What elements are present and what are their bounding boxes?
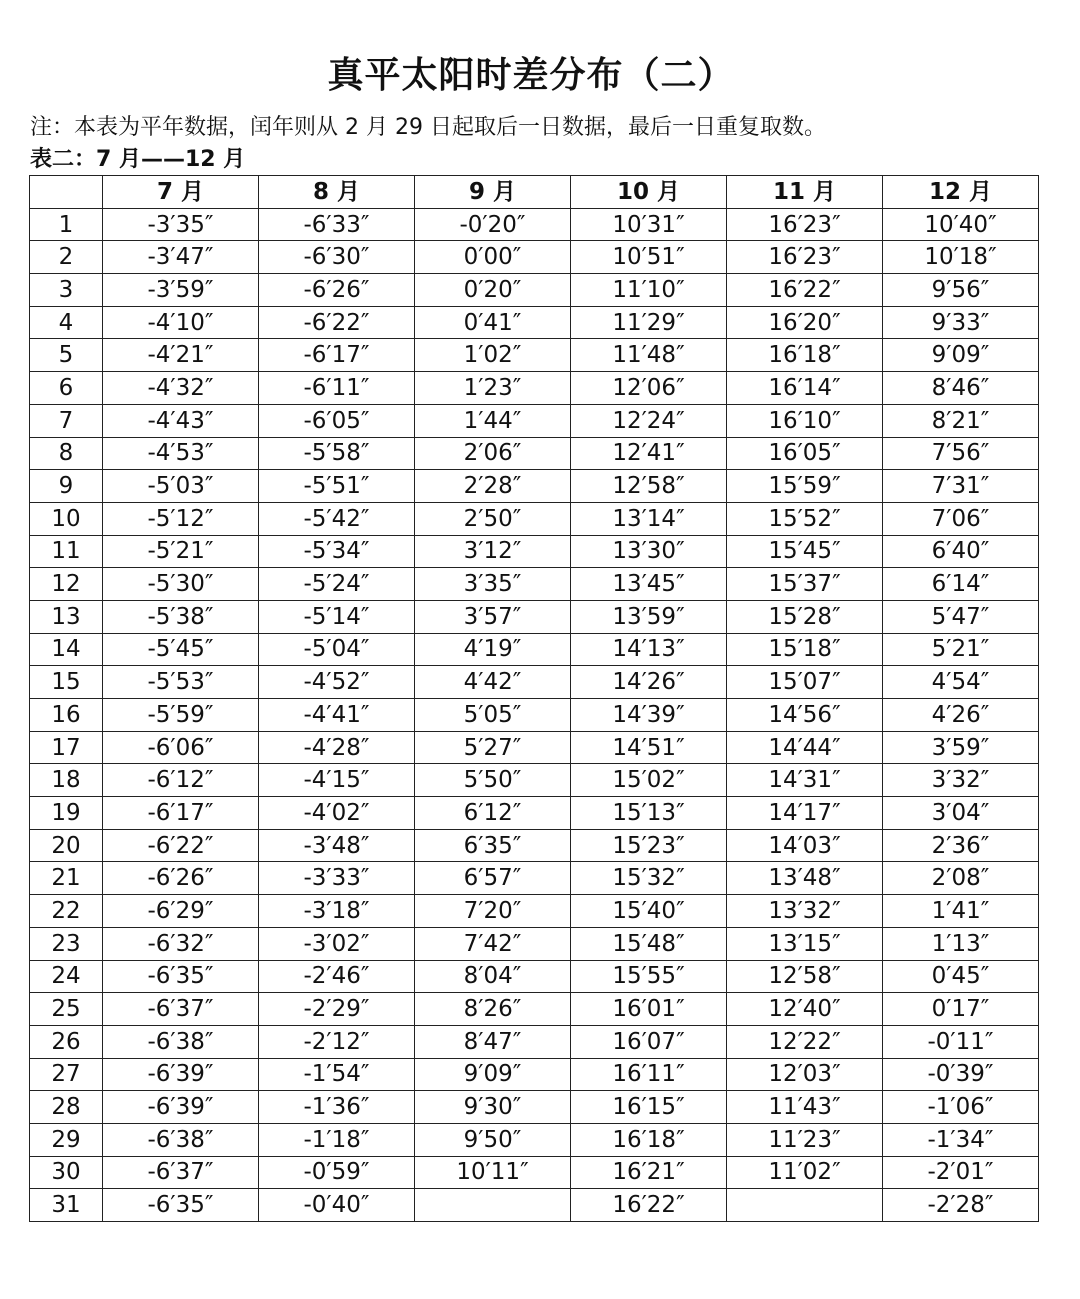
day-cell: 27 bbox=[30, 1058, 103, 1091]
value-cell: 8′26″ bbox=[415, 993, 571, 1026]
header-cell-month: 7 月 bbox=[103, 176, 259, 209]
value-cell: 14′44″ bbox=[727, 731, 883, 764]
value-cell: 12′24″ bbox=[571, 404, 727, 437]
table-caption: 表二：7 月——12 月 bbox=[30, 147, 246, 172]
value-cell: -1′36″ bbox=[259, 1091, 415, 1124]
value-cell: 16′07″ bbox=[571, 1025, 727, 1058]
value-cell: 13′15″ bbox=[727, 927, 883, 960]
value-cell: 5′27″ bbox=[415, 731, 571, 764]
value-cell: 0′20″ bbox=[415, 274, 571, 307]
table-row bbox=[30, 470, 1039, 503]
value-cell: -6′05″ bbox=[259, 404, 415, 437]
header-row bbox=[30, 176, 1039, 209]
value-cell: -6′30″ bbox=[259, 241, 415, 274]
table-row bbox=[30, 960, 1039, 993]
value-cell: 0′00″ bbox=[415, 241, 571, 274]
value-cell: 15′48″ bbox=[571, 927, 727, 960]
value-cell: -2′29″ bbox=[259, 993, 415, 1026]
day-cell: 29 bbox=[30, 1123, 103, 1156]
value-cell: 11′23″ bbox=[727, 1123, 883, 1156]
value-cell: -6′37″ bbox=[103, 993, 259, 1026]
value-cell: 16′21″ bbox=[571, 1156, 727, 1189]
value-cell: 10′18″ bbox=[883, 241, 1039, 274]
day-cell: 11 bbox=[30, 535, 103, 568]
value-cell: -0′59″ bbox=[259, 1156, 415, 1189]
day-cell: 1 bbox=[30, 208, 103, 241]
day-cell: 25 bbox=[30, 993, 103, 1026]
day-cell: 14 bbox=[30, 633, 103, 666]
value-cell: 16′15″ bbox=[571, 1091, 727, 1124]
value-cell: 14′17″ bbox=[727, 797, 883, 830]
value-cell: 14′51″ bbox=[571, 731, 727, 764]
value-cell bbox=[415, 1189, 571, 1222]
value-cell: 1′23″ bbox=[415, 372, 571, 405]
value-cell: 4′26″ bbox=[883, 699, 1039, 732]
value-cell bbox=[727, 1189, 883, 1222]
table-row bbox=[30, 895, 1039, 928]
table-row bbox=[30, 404, 1039, 437]
page-title: 真平太阳时差分布（二） bbox=[327, 55, 735, 96]
day-cell: 13 bbox=[30, 600, 103, 633]
value-cell: 8′46″ bbox=[883, 372, 1039, 405]
value-cell: 7′31″ bbox=[883, 470, 1039, 503]
value-cell: 10′11″ bbox=[415, 1156, 571, 1189]
table-row bbox=[30, 829, 1039, 862]
value-cell: -5′42″ bbox=[259, 502, 415, 535]
value-cell: -6′39″ bbox=[103, 1091, 259, 1124]
table-row bbox=[30, 437, 1039, 470]
day-cell: 21 bbox=[30, 862, 103, 895]
value-cell: 16′23″ bbox=[727, 241, 883, 274]
header-cell-day bbox=[30, 176, 103, 209]
value-cell: -6′33″ bbox=[259, 208, 415, 241]
value-cell: -6′26″ bbox=[259, 274, 415, 307]
value-cell: -5′34″ bbox=[259, 535, 415, 568]
value-cell: 2′50″ bbox=[415, 502, 571, 535]
header-cell-month: 10 月 bbox=[571, 176, 727, 209]
value-cell: 12′03″ bbox=[727, 1058, 883, 1091]
day-cell: 23 bbox=[30, 927, 103, 960]
day-cell: 6 bbox=[30, 372, 103, 405]
value-cell: -6′38″ bbox=[103, 1025, 259, 1058]
value-cell: 15′55″ bbox=[571, 960, 727, 993]
table-row bbox=[30, 208, 1039, 241]
value-cell: -6′35″ bbox=[103, 1189, 259, 1222]
value-cell: 11′48″ bbox=[571, 339, 727, 372]
value-cell: -6′17″ bbox=[103, 797, 259, 830]
value-cell: -5′03″ bbox=[103, 470, 259, 503]
value-cell: 1′02″ bbox=[415, 339, 571, 372]
value-cell: -6′35″ bbox=[103, 960, 259, 993]
value-cell: 6′40″ bbox=[883, 535, 1039, 568]
day-cell: 16 bbox=[30, 699, 103, 732]
value-cell: 16′10″ bbox=[727, 404, 883, 437]
value-cell: 6′12″ bbox=[415, 797, 571, 830]
day-cell: 24 bbox=[30, 960, 103, 993]
value-cell: 15′45″ bbox=[727, 535, 883, 568]
value-cell: 15′02″ bbox=[571, 764, 727, 797]
value-cell: 8′04″ bbox=[415, 960, 571, 993]
day-cell: 22 bbox=[30, 895, 103, 928]
value-cell: -6′32″ bbox=[103, 927, 259, 960]
value-cell: 13′32″ bbox=[727, 895, 883, 928]
value-cell: -6′29″ bbox=[103, 895, 259, 928]
value-cell: 5′50″ bbox=[415, 764, 571, 797]
value-cell: 0′17″ bbox=[883, 993, 1039, 1026]
value-cell: 15′32″ bbox=[571, 862, 727, 895]
table-note: 注：本表为平年数据，闰年则从 2 月 29 日起取后一日数据，最后一日重复取数。 bbox=[30, 115, 826, 140]
value-cell: 16′05″ bbox=[727, 437, 883, 470]
value-cell: 5′05″ bbox=[415, 699, 571, 732]
value-cell: -6′11″ bbox=[259, 372, 415, 405]
value-cell: 5′21″ bbox=[883, 633, 1039, 666]
value-cell: 6′14″ bbox=[883, 568, 1039, 601]
table-row bbox=[30, 699, 1039, 732]
value-cell: -4′53″ bbox=[103, 437, 259, 470]
value-cell: 3′04″ bbox=[883, 797, 1039, 830]
value-cell: 1′13″ bbox=[883, 927, 1039, 960]
value-cell: 9′33″ bbox=[883, 306, 1039, 339]
day-cell: 2 bbox=[30, 241, 103, 274]
table-header bbox=[30, 176, 1039, 209]
value-cell: 13′59″ bbox=[571, 600, 727, 633]
value-cell: 1′41″ bbox=[883, 895, 1039, 928]
value-cell: -3′48″ bbox=[259, 829, 415, 862]
value-cell: -6′39″ bbox=[103, 1058, 259, 1091]
value-cell: -1′34″ bbox=[883, 1123, 1039, 1156]
day-cell: 8 bbox=[30, 437, 103, 470]
value-cell: -2′28″ bbox=[883, 1189, 1039, 1222]
value-cell: 9′30″ bbox=[415, 1091, 571, 1124]
value-cell: 2′06″ bbox=[415, 437, 571, 470]
value-cell: 15′18″ bbox=[727, 633, 883, 666]
value-cell: -1′54″ bbox=[259, 1058, 415, 1091]
value-cell: 16′01″ bbox=[571, 993, 727, 1026]
value-cell: -3′02″ bbox=[259, 927, 415, 960]
value-cell: 15′28″ bbox=[727, 600, 883, 633]
value-cell: 9′50″ bbox=[415, 1123, 571, 1156]
value-cell: 0′45″ bbox=[883, 960, 1039, 993]
value-cell: 4′54″ bbox=[883, 666, 1039, 699]
value-cell: -0′39″ bbox=[883, 1058, 1039, 1091]
value-cell: 14′03″ bbox=[727, 829, 883, 862]
day-cell: 19 bbox=[30, 797, 103, 830]
table-row bbox=[30, 1189, 1039, 1222]
day-cell: 31 bbox=[30, 1189, 103, 1222]
table-row bbox=[30, 633, 1039, 666]
value-cell: 16′22″ bbox=[727, 274, 883, 307]
value-cell: 8′47″ bbox=[415, 1025, 571, 1058]
value-cell: -5′12″ bbox=[103, 502, 259, 535]
value-cell: -6′22″ bbox=[259, 306, 415, 339]
value-cell: 3′35″ bbox=[415, 568, 571, 601]
day-cell: 4 bbox=[30, 306, 103, 339]
value-cell: -2′12″ bbox=[259, 1025, 415, 1058]
value-cell: 9′56″ bbox=[883, 274, 1039, 307]
table-row bbox=[30, 600, 1039, 633]
value-cell: -0′11″ bbox=[883, 1025, 1039, 1058]
day-cell: 7 bbox=[30, 404, 103, 437]
value-cell: -3′47″ bbox=[103, 241, 259, 274]
table-row bbox=[30, 731, 1039, 764]
day-cell: 3 bbox=[30, 274, 103, 307]
value-cell: -6′22″ bbox=[103, 829, 259, 862]
day-cell: 30 bbox=[30, 1156, 103, 1189]
value-cell: 7′56″ bbox=[883, 437, 1039, 470]
value-cell: 2′36″ bbox=[883, 829, 1039, 862]
table-row bbox=[30, 372, 1039, 405]
value-cell: -6′12″ bbox=[103, 764, 259, 797]
day-cell: 5 bbox=[30, 339, 103, 372]
value-cell: 16′18″ bbox=[571, 1123, 727, 1156]
value-cell: -1′06″ bbox=[883, 1091, 1039, 1124]
value-cell: 12′58″ bbox=[727, 960, 883, 993]
value-cell: 16′11″ bbox=[571, 1058, 727, 1091]
value-cell: -5′38″ bbox=[103, 600, 259, 633]
table-row bbox=[30, 1025, 1039, 1058]
value-cell: 3′32″ bbox=[883, 764, 1039, 797]
value-cell: 16′23″ bbox=[727, 208, 883, 241]
value-cell: 16′14″ bbox=[727, 372, 883, 405]
value-cell: -5′21″ bbox=[103, 535, 259, 568]
value-cell: -5′14″ bbox=[259, 600, 415, 633]
table-row bbox=[30, 306, 1039, 339]
table-row bbox=[30, 993, 1039, 1026]
value-cell: 11′10″ bbox=[571, 274, 727, 307]
value-cell: -6′38″ bbox=[103, 1123, 259, 1156]
value-cell: -5′04″ bbox=[259, 633, 415, 666]
value-cell: 10′51″ bbox=[571, 241, 727, 274]
table-row bbox=[30, 764, 1039, 797]
value-cell: 4′42″ bbox=[415, 666, 571, 699]
value-cell: 14′26″ bbox=[571, 666, 727, 699]
value-cell: -3′18″ bbox=[259, 895, 415, 928]
value-cell: 3′57″ bbox=[415, 600, 571, 633]
value-cell: 13′48″ bbox=[727, 862, 883, 895]
table-row bbox=[30, 502, 1039, 535]
value-cell: 16′22″ bbox=[571, 1189, 727, 1222]
value-cell: -4′28″ bbox=[259, 731, 415, 764]
value-cell: -4′52″ bbox=[259, 666, 415, 699]
value-cell: 12′40″ bbox=[727, 993, 883, 1026]
value-cell: -4′10″ bbox=[103, 306, 259, 339]
table-row bbox=[30, 666, 1039, 699]
value-cell: 11′29″ bbox=[571, 306, 727, 339]
header-cell-month: 8 月 bbox=[259, 176, 415, 209]
value-cell: 14′31″ bbox=[727, 764, 883, 797]
value-cell: 5′47″ bbox=[883, 600, 1039, 633]
value-cell: 7′06″ bbox=[883, 502, 1039, 535]
value-cell: 15′07″ bbox=[727, 666, 883, 699]
table-row bbox=[30, 927, 1039, 960]
value-cell: 7′42″ bbox=[415, 927, 571, 960]
value-cell: -5′58″ bbox=[259, 437, 415, 470]
value-cell: -6′37″ bbox=[103, 1156, 259, 1189]
day-cell: 26 bbox=[30, 1025, 103, 1058]
table-row bbox=[30, 1091, 1039, 1124]
value-cell: 11′02″ bbox=[727, 1156, 883, 1189]
value-cell: -1′18″ bbox=[259, 1123, 415, 1156]
value-cell: 4′19″ bbox=[415, 633, 571, 666]
value-cell: -4′21″ bbox=[103, 339, 259, 372]
day-cell: 17 bbox=[30, 731, 103, 764]
value-cell: 14′56″ bbox=[727, 699, 883, 732]
value-cell: -4′41″ bbox=[259, 699, 415, 732]
value-cell: -0′20″ bbox=[415, 208, 571, 241]
table-row bbox=[30, 568, 1039, 601]
value-cell: 6′57″ bbox=[415, 862, 571, 895]
value-cell: 9′09″ bbox=[883, 339, 1039, 372]
table-row bbox=[30, 862, 1039, 895]
value-cell: 16′18″ bbox=[727, 339, 883, 372]
value-cell: 15′13″ bbox=[571, 797, 727, 830]
day-cell: 20 bbox=[30, 829, 103, 862]
value-cell: 14′13″ bbox=[571, 633, 727, 666]
value-cell: -5′24″ bbox=[259, 568, 415, 601]
value-cell: 10′31″ bbox=[571, 208, 727, 241]
value-cell: -5′45″ bbox=[103, 633, 259, 666]
value-cell: -5′51″ bbox=[259, 470, 415, 503]
table-row bbox=[30, 241, 1039, 274]
table-body bbox=[30, 208, 1039, 1221]
value-cell: -6′17″ bbox=[259, 339, 415, 372]
table-row bbox=[30, 274, 1039, 307]
table-row bbox=[30, 1058, 1039, 1091]
value-cell: 15′52″ bbox=[727, 502, 883, 535]
table-row bbox=[30, 1156, 1039, 1189]
value-cell: 3′59″ bbox=[883, 731, 1039, 764]
value-cell: -5′59″ bbox=[103, 699, 259, 732]
value-cell: 12′41″ bbox=[571, 437, 727, 470]
value-cell: -4′02″ bbox=[259, 797, 415, 830]
table-row bbox=[30, 339, 1039, 372]
day-cell: 10 bbox=[30, 502, 103, 535]
value-cell: 10′40″ bbox=[883, 208, 1039, 241]
value-cell: 15′23″ bbox=[571, 829, 727, 862]
value-cell: -0′40″ bbox=[259, 1189, 415, 1222]
value-cell: -2′46″ bbox=[259, 960, 415, 993]
value-cell: 12′22″ bbox=[727, 1025, 883, 1058]
value-cell: 3′12″ bbox=[415, 535, 571, 568]
equation-of-time-table bbox=[29, 175, 1039, 1222]
day-cell: 28 bbox=[30, 1091, 103, 1124]
value-cell: 15′40″ bbox=[571, 895, 727, 928]
value-cell: 11′43″ bbox=[727, 1091, 883, 1124]
table-row bbox=[30, 1123, 1039, 1156]
value-cell: 9′09″ bbox=[415, 1058, 571, 1091]
value-cell: 15′59″ bbox=[727, 470, 883, 503]
value-cell: 13′30″ bbox=[571, 535, 727, 568]
value-cell: -6′06″ bbox=[103, 731, 259, 764]
value-cell: 12′06″ bbox=[571, 372, 727, 405]
value-cell: -4′32″ bbox=[103, 372, 259, 405]
value-cell: -4′43″ bbox=[103, 404, 259, 437]
value-cell: -3′35″ bbox=[103, 208, 259, 241]
value-cell: -5′30″ bbox=[103, 568, 259, 601]
value-cell: -3′33″ bbox=[259, 862, 415, 895]
value-cell: 2′28″ bbox=[415, 470, 571, 503]
value-cell: -4′15″ bbox=[259, 764, 415, 797]
table-row bbox=[30, 797, 1039, 830]
header-cell-month: 12 月 bbox=[883, 176, 1039, 209]
table-row bbox=[30, 535, 1039, 568]
value-cell: 13′14″ bbox=[571, 502, 727, 535]
value-cell: 8′21″ bbox=[883, 404, 1039, 437]
value-cell: -3′59″ bbox=[103, 274, 259, 307]
value-cell: 0′41″ bbox=[415, 306, 571, 339]
day-cell: 9 bbox=[30, 470, 103, 503]
value-cell: -5′53″ bbox=[103, 666, 259, 699]
value-cell: 16′20″ bbox=[727, 306, 883, 339]
value-cell: 7′20″ bbox=[415, 895, 571, 928]
value-cell: 1′44″ bbox=[415, 404, 571, 437]
value-cell: 6′35″ bbox=[415, 829, 571, 862]
header-cell-month: 11 月 bbox=[727, 176, 883, 209]
value-cell: 15′37″ bbox=[727, 568, 883, 601]
day-cell: 15 bbox=[30, 666, 103, 699]
value-cell: 2′08″ bbox=[883, 862, 1039, 895]
value-cell: 13′45″ bbox=[571, 568, 727, 601]
day-cell: 18 bbox=[30, 764, 103, 797]
value-cell: -2′01″ bbox=[883, 1156, 1039, 1189]
day-cell: 12 bbox=[30, 568, 103, 601]
value-cell: 12′58″ bbox=[571, 470, 727, 503]
value-cell: -6′26″ bbox=[103, 862, 259, 895]
value-cell: 14′39″ bbox=[571, 699, 727, 732]
header-cell-month: 9 月 bbox=[415, 176, 571, 209]
